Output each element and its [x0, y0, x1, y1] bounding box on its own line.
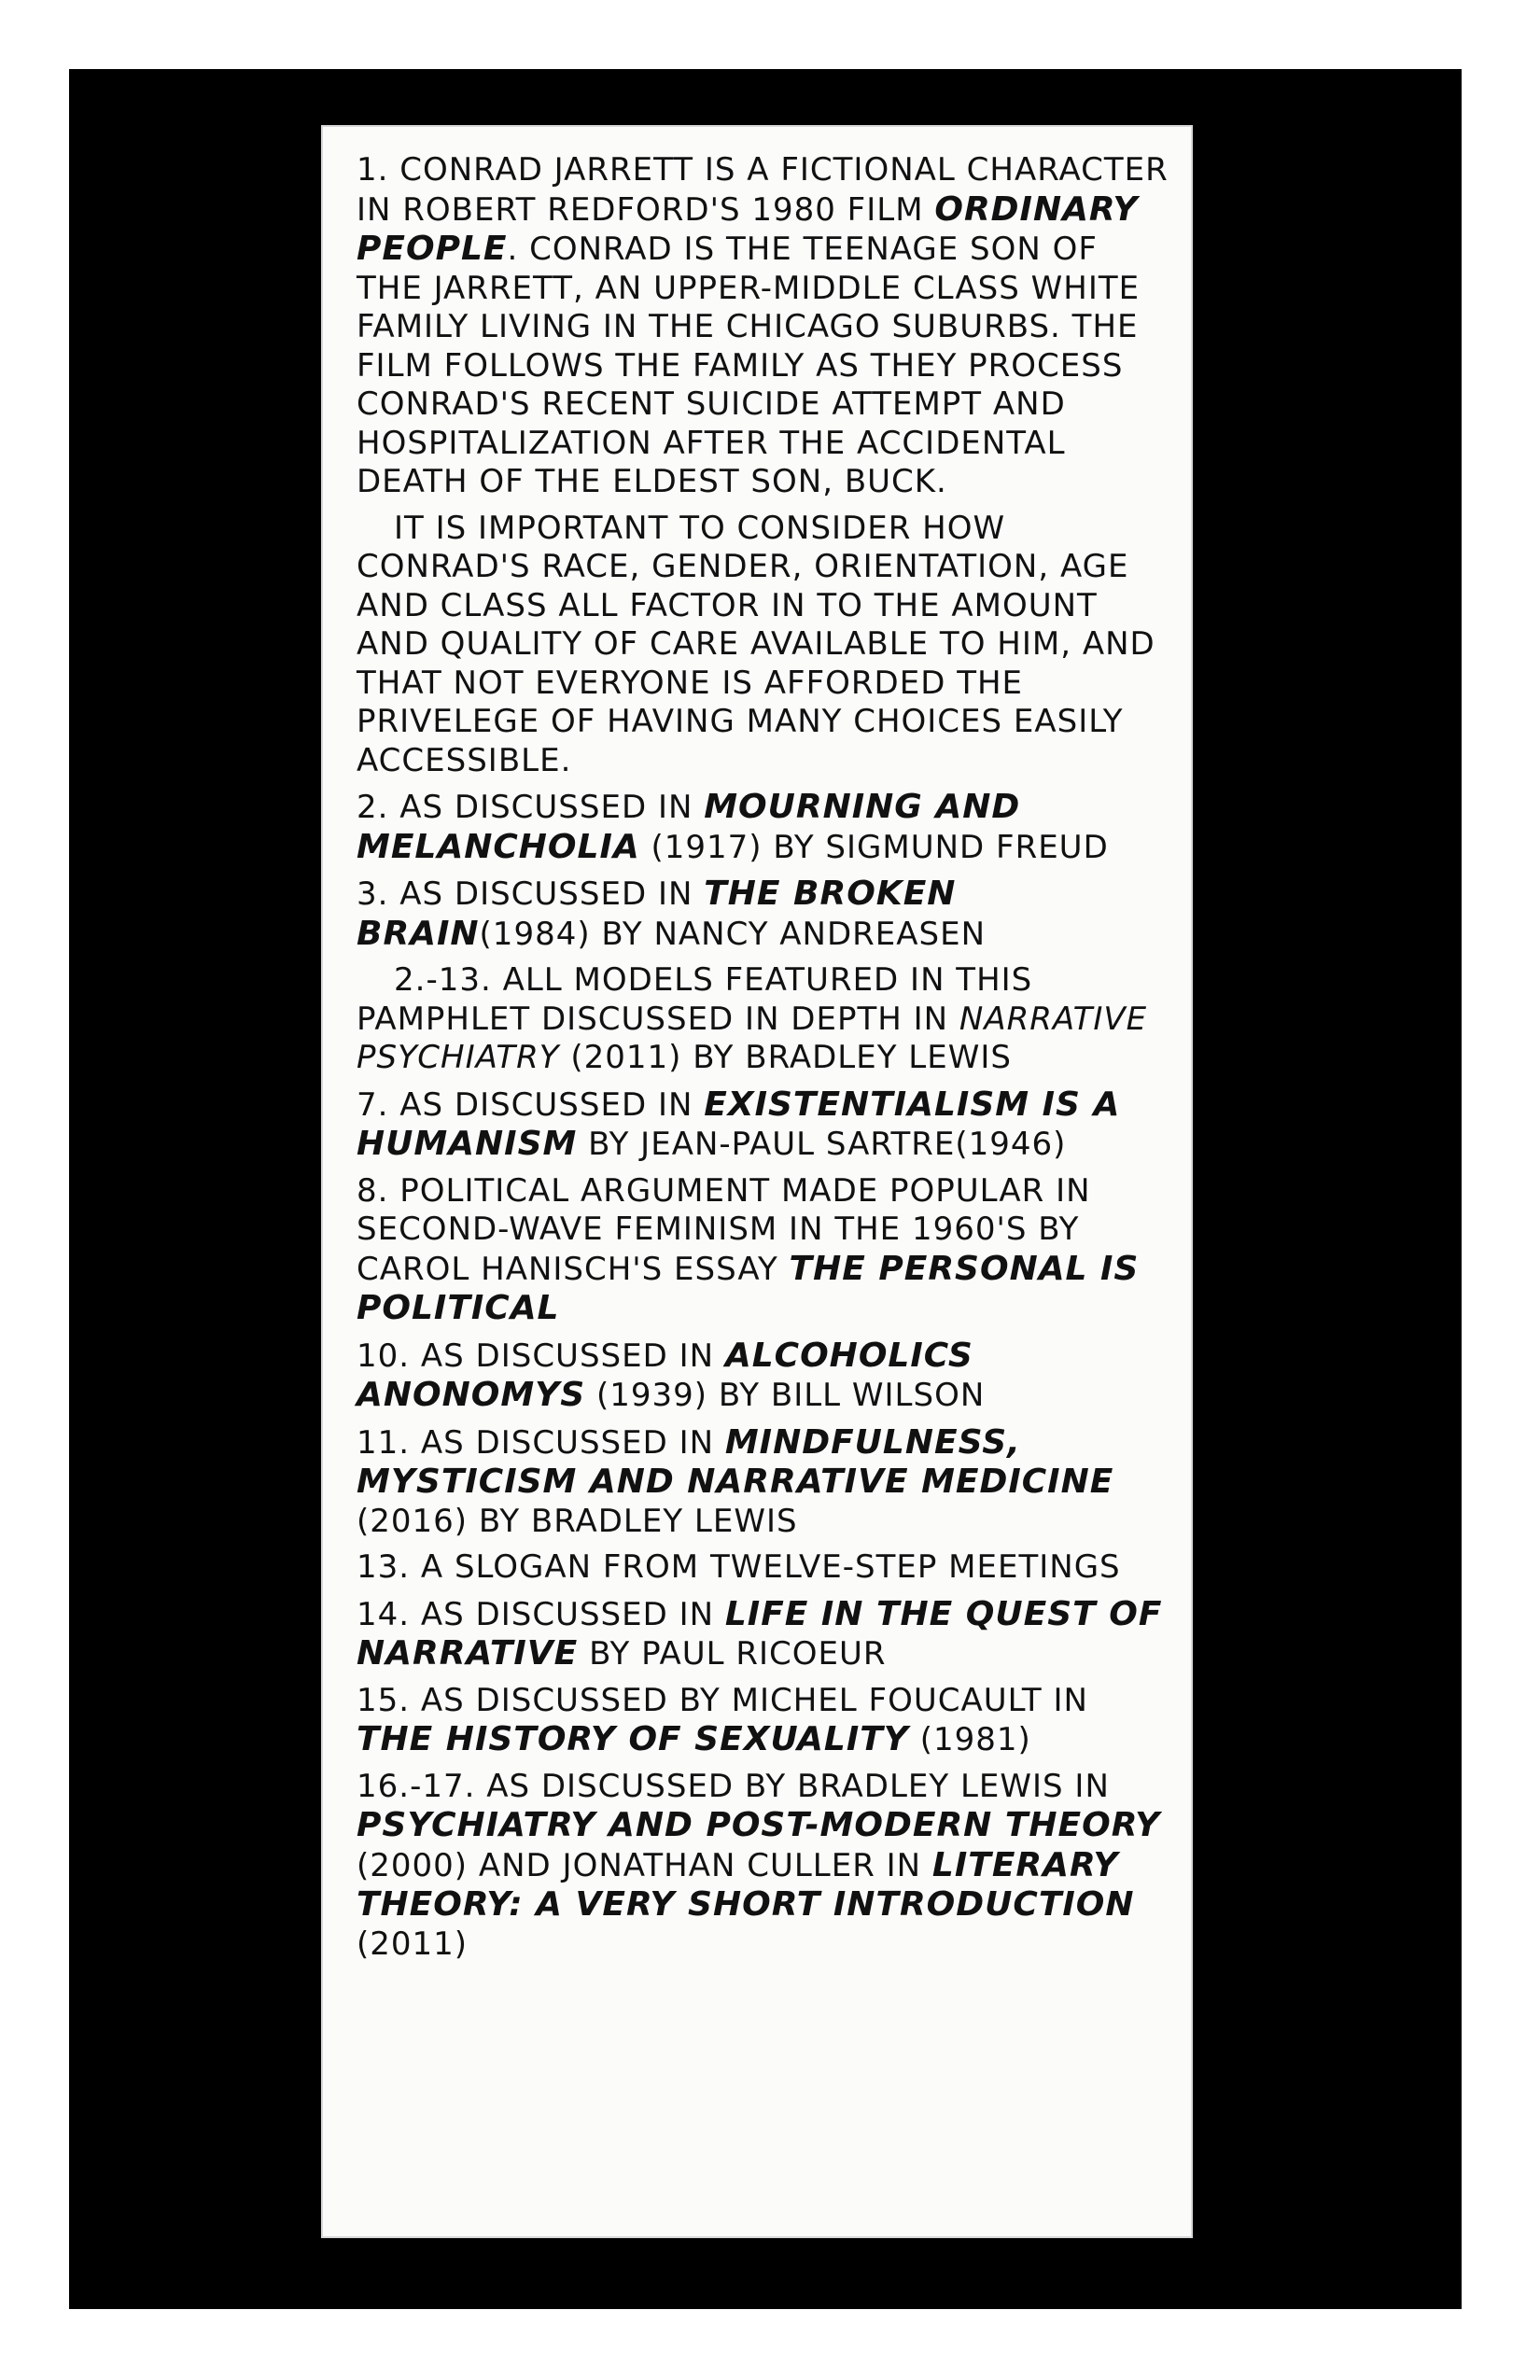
work-title: MINDFULNESS, MYSTICISM AND NARRATIVE MEDICINE	[357, 1422, 1114, 1501]
note-text: 2.-13. ALL MODELS FEATURED IN THIS PAMPHLET DISCUSSED IN DEPTH IN	[357, 961, 1033, 1038]
note-text: (1984) BY NANCY ANDREASEN	[479, 915, 987, 953]
endnote-note-1b	[357, 510, 1172, 781]
note-text: 7. AS DISCUSSED IN	[357, 1085, 705, 1124]
endnote-note-8	[357, 1172, 1172, 1329]
endnote-note-14	[357, 1595, 1172, 1674]
scan-background	[69, 69, 1462, 2309]
work-title: ALCOHOLICS ANONOMYS	[357, 1336, 973, 1414]
note-text: 16.-17. AS DISCUSSED BY BRADLEY LEWIS IN	[357, 1767, 1110, 1805]
note-text: 3. AS DISCUSSED IN	[357, 875, 705, 913]
note-text: (2011)	[357, 1925, 469, 1963]
note-text: (1939) BY BILL WILSON	[585, 1377, 986, 1414]
work-title: NARRATIVE PSYCHIATRY	[357, 1000, 1148, 1076]
note-text: 13. A SLOGAN FROM TWELVE-STEP MEETINGS	[357, 1548, 1121, 1586]
work-title: LITERARY THEORY: A VERY SHORT INTRODUCTION	[357, 1845, 1135, 1924]
work-title: EXISTENTIALISM IS A HUMANISM	[357, 1085, 1121, 1163]
note-text: 11. AS DISCUSSED IN	[357, 1423, 725, 1462]
endnote-note-10	[357, 1337, 1172, 1416]
note-text: . CONRAD IS THE TEENAGE SON OF THE JARRETT, AN UPPER-MIDDLE CLASS WHITE FAMILY LIVING IN THE CHICAGO SUBURBS. THE FILM FOLLOWS THE FAMILY AS THEY PROCESS CONRAD'S RECENT SUICIDE ATTEMPT AND HOSPITALIZATION AFTER THE ACCIDENTAL DEATH OF THE ELDEST SON, BUCK.	[357, 231, 1141, 500]
note-text: 1. CONRAD JARRETT IS A FICTIONAL CHARACTER IN ROBERT REDFORD'S 1980 FILM	[357, 151, 1169, 229]
endnote-note-16-17	[357, 1768, 1172, 1965]
note-text: BY JEAN-PAUL SARTRE(1946)	[577, 1126, 1067, 1163]
work-title: PSYCHIATRY AND POST-MODERN THEORY	[357, 1806, 1161, 1844]
work-title: ORDINARY PEOPLE	[357, 189, 1139, 268]
note-text: (2000) AND JONATHAN CULLER IN	[357, 1846, 932, 1884]
note-text: BY PAUL RICOEUR	[578, 1635, 887, 1673]
work-title: THE HISTORY OF SEXUALITY	[357, 1720, 909, 1758]
note-text: 14. AS DISCUSSED IN	[357, 1595, 725, 1633]
note-text: 10. AS DISCUSSED IN	[357, 1337, 725, 1375]
endnotes-list	[357, 151, 1172, 1971]
note-text: (2016) BY BRADLEY LEWIS	[357, 1502, 798, 1540]
endnote-note-2	[357, 788, 1172, 867]
endnote-note-13	[357, 1548, 1172, 1588]
work-title: THE PERSONAL IS POLITICAL	[357, 1249, 1140, 1327]
work-title: LIFE IN THE QUEST OF NARRATIVE	[357, 1594, 1163, 1673]
endnote-note-11	[357, 1423, 1172, 1542]
note-text: IT IS IMPORTANT TO CONSIDER HOW CONRAD'S RACE, GENDER, ORIENTATION, AGE AND CLASS ALL FACTOR IN TO THE AMOUNT AND QUALITY OF CARE AVAILABLE TO HIM, AND THAT NOT EVERYONE IS AFFORDED THE PRIVELEGE OF HAVING MANY CHOICES EASILY ACCESSIBLE.	[357, 509, 1155, 779]
endnote-note-3	[357, 875, 1172, 954]
note-text: 15. AS DISCUSSED BY MICHEL FOUCAULT IN	[357, 1681, 1088, 1719]
endnote-note-2-13	[357, 961, 1172, 1078]
handwritten-notes-sheet	[321, 125, 1193, 2238]
endnote-note-7	[357, 1085, 1172, 1165]
note-text: (1917) BY SIGMUND FREUD	[639, 828, 1109, 866]
work-title: THE BROKEN BRAIN	[357, 875, 957, 953]
note-text: 2. AS DISCUSSED IN	[357, 789, 705, 826]
note-text: 8. POLITICAL ARGUMENT MADE POPULAR IN SECOND-WAVE FEMINISM IN THE 1960'S BY CAROL HANISCH'S ESSAY	[357, 1171, 1091, 1288]
work-title: MOURNING AND MELANCHOLIA	[357, 788, 1021, 866]
endnote-note-1	[357, 151, 1172, 502]
note-text: (2011) BY BRADLEY LEWIS	[559, 1039, 1012, 1076]
endnote-note-15	[357, 1682, 1172, 1760]
note-text: (1981)	[908, 1721, 1031, 1758]
